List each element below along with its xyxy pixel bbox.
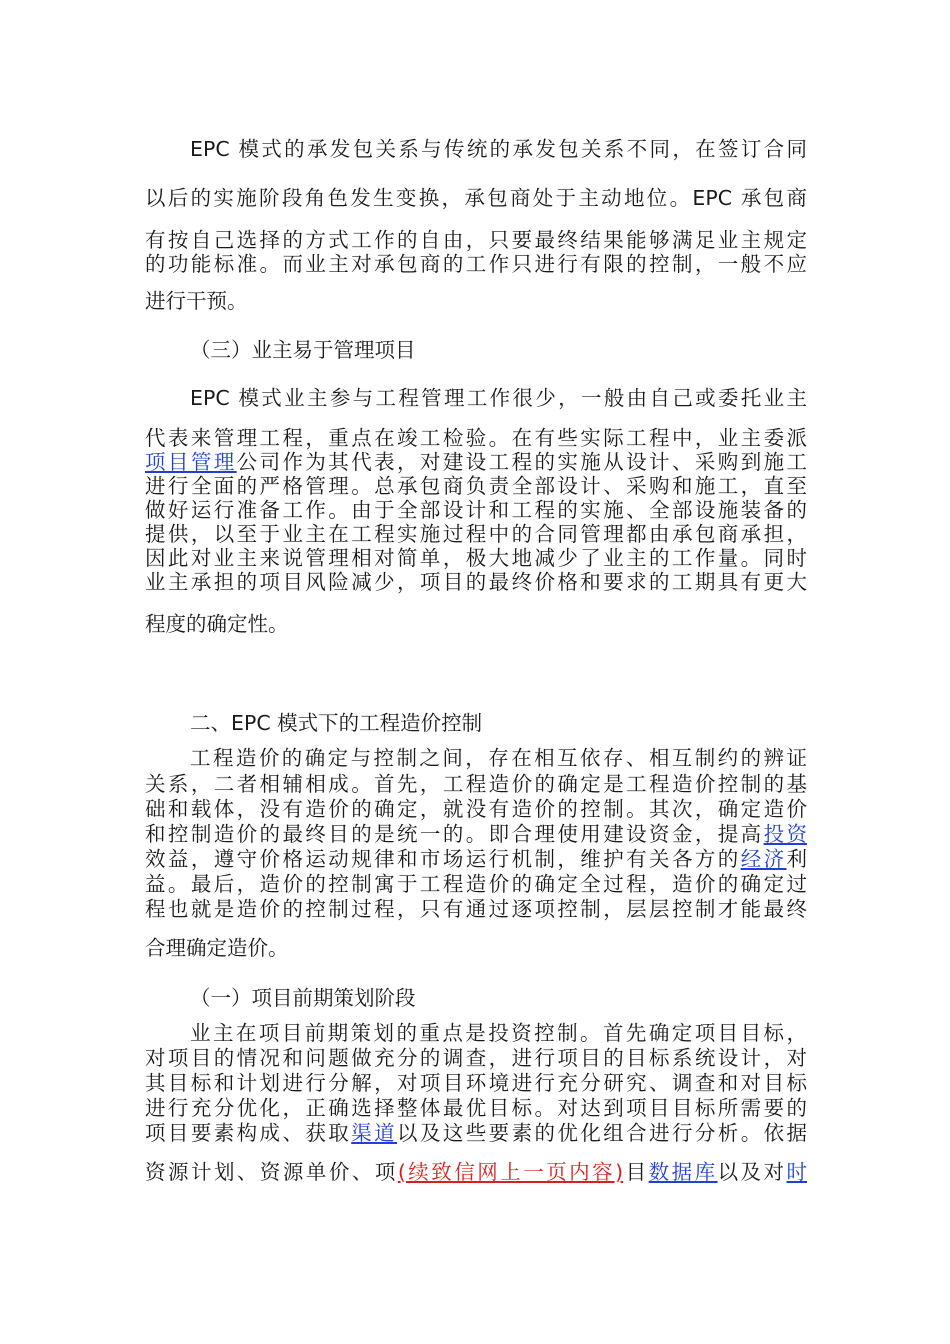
paragraph-line [145, 1160, 807, 1184]
paragraph-line: EPC 模式业主参与工程管理工作很少，一般由自己或委托业主 [190, 386, 807, 410]
section-heading: （三）业主易于管理项目 [190, 338, 416, 362]
paragraph-line [145, 847, 807, 871]
continued-link[interactable]: (续致信网上一页内容) [397, 1160, 624, 1184]
paragraph-line: 合理确定造价。 [145, 936, 289, 960]
link-economy[interactable]: 经济 [740, 847, 787, 871]
text-span: 以及对 [717, 1160, 787, 1184]
paragraph-line: 工程造价的确定与控制之间，存在相互依存、相互制约的辨证 [190, 746, 807, 770]
link-channel[interactable]: 渠道 [351, 1121, 398, 1145]
paragraph-line: 因此对业主来说管理相对简单，极大地减少了业主的工作量。同时 [145, 546, 807, 570]
paragraph-line: 础和载体，没有造价的确定，就没有造价的控制。其次，确定造价 [145, 797, 807, 821]
paragraph-line: 程也就是造价的控制过程，只有通过逐项控制，层层控制才能最终 [145, 897, 807, 921]
paragraph-line: 有按自己选择的方式工作的自由，只要最终结果能够满足业主规定 [145, 228, 807, 252]
paragraph-line: 的功能标准。而业主对承包商的工作只进行有限的控制，一般不应 [145, 252, 807, 276]
paragraph-line: 程度的确定性。 [145, 612, 289, 636]
paragraph-line: 做好运行准备工作。由于全部设计和工程的实施、全部设施装备的 [145, 498, 807, 522]
link-time[interactable]: 时 [786, 1160, 808, 1184]
text-span: 利 [786, 847, 808, 871]
text-span: 效益，遵守价格运动规律和市场运行机制，维护有关各方的 [145, 847, 741, 871]
link-investment[interactable]: 投资 [763, 822, 808, 846]
paragraph-line: 进行干预。 [145, 289, 248, 313]
paragraph-line: EPC 模式的承发包关系与传统的承发包关系不同，在签订合同 [190, 137, 807, 161]
link-project-management[interactable]: 项目管理 [145, 450, 237, 474]
paragraph-line: 益。最后，造价的控制寓于工程造价的确定全过程，造价的确定过 [145, 872, 807, 896]
section-heading: 二、EPC 模式下的工程造价控制 [190, 711, 483, 735]
paragraph-line [145, 1121, 807, 1145]
text-span: 目 [623, 1160, 649, 1184]
paragraph-line: 关系，二者相辅相成。首先，工程造价的确定是工程造价控制的基 [145, 772, 807, 796]
paragraph-line: 业主在项目前期策划的重点是投资控制。首先确定项目目标， [190, 1021, 807, 1045]
text-span: 资源计划、资源单价、项 [145, 1160, 398, 1184]
paragraph-line [145, 822, 807, 846]
text-span: 和控制造价的最终目的是统一的。即合理使用建设资金，提高 [145, 822, 764, 846]
paragraph-line [145, 450, 807, 474]
text-span: 公司作为其代表，对建设工程的实施从设计、采购到施工 [236, 450, 808, 474]
paragraph-line: 其目标和计划进行分解，对项目环境进行充分研究、调查和对目标 [145, 1071, 807, 1095]
paragraph-line: 进行充分优化，正确选择整体最优目标。对达到项目目标所需要的 [145, 1096, 807, 1120]
section-heading: （一）项目前期策划阶段 [190, 986, 416, 1010]
link-database[interactable]: 数据库 [648, 1160, 718, 1184]
text-span: 项目要素构成、获取 [145, 1121, 352, 1145]
paragraph-line: 对项目的情况和问题做充分的调查，进行项目的目标系统设计，对 [145, 1046, 807, 1070]
paragraph-line: 代表来管理工程，重点在竣工检验。在有些实际工程中，业主委派 [145, 426, 807, 450]
paragraph-line: 以后的实施阶段角色发生变换，承包商处于主动地位。EPC 承包商 [145, 186, 807, 210]
text-span: 以及这些要素的优化组合进行分析。依据 [397, 1121, 808, 1145]
paragraph-line: 进行全面的严格管理。总承包商负责全部设计、采购和施工，直至 [145, 474, 807, 498]
paragraph-line: 提供，以至于业主在工程实施过程中的合同管理都由承包商承担， [145, 522, 807, 546]
paragraph-line: 业主承担的项目风险减少，项目的最终价格和要求的工期具有更大 [145, 570, 807, 594]
